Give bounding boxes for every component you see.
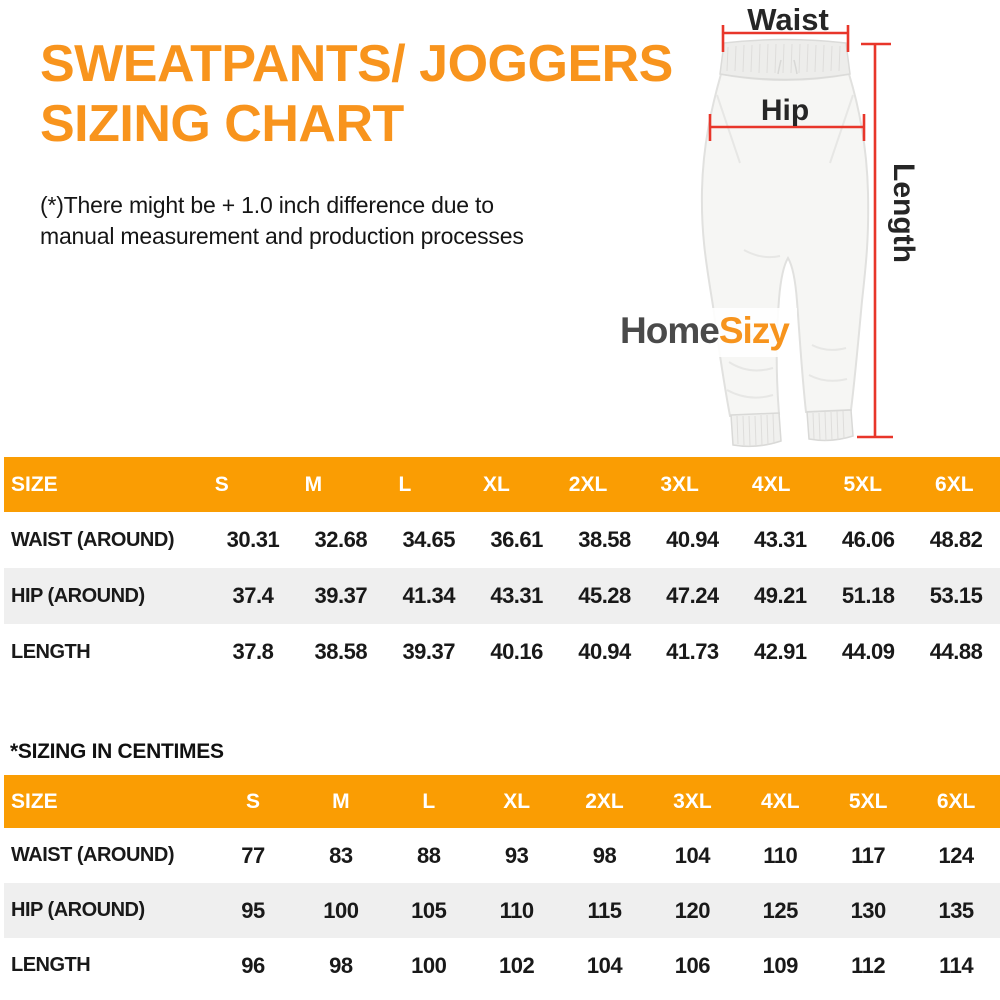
size-value: 100	[411, 952, 447, 978]
size-value: 109	[762, 952, 798, 978]
size-value: 102	[499, 952, 535, 978]
table-row	[4, 624, 1000, 680]
size-value: 47.24	[666, 583, 719, 608]
size-header-xl: XL	[483, 472, 510, 496]
size-value: 32.68	[314, 527, 368, 552]
size-header-m: M	[332, 789, 350, 813]
size-value: 46.06	[841, 527, 895, 552]
size-value: 98	[329, 952, 353, 978]
size-value: 117	[851, 842, 886, 868]
note-line2: manual measurement and production processes	[40, 223, 524, 249]
size-value: 110	[763, 842, 798, 868]
size-value: 41.73	[666, 639, 719, 664]
size-value: 44.88	[929, 639, 983, 664]
size-header-s: S	[214, 472, 229, 496]
size-value: 51.18	[841, 583, 895, 608]
size-value: 42.91	[754, 639, 807, 664]
table-row	[4, 883, 1000, 938]
size-value: 104	[674, 842, 710, 868]
size-value: 110	[499, 897, 534, 923]
joggers-measurement-diagram	[610, 0, 1000, 460]
size-value: 38.58	[578, 527, 631, 552]
size-value: 53.15	[929, 583, 983, 608]
size-value: 43.31	[490, 583, 543, 608]
size-value: 30.31	[226, 527, 280, 552]
size-header-3xl: 3XL	[660, 472, 699, 496]
size-value: 120	[674, 897, 710, 923]
size-value: 44.09	[841, 639, 895, 664]
row-label: WAIST (AROUND)	[11, 844, 174, 866]
page-title-line2: SIZING CHART	[40, 95, 404, 153]
size-table-centimeters	[4, 775, 1000, 993]
length-label: Length	[887, 163, 920, 263]
size-value: 95	[241, 897, 265, 923]
hip-label: Hip	[760, 94, 810, 127]
size-value: 96	[241, 952, 265, 978]
size-header-3xl: 3XL	[673, 789, 712, 813]
size-value: 40.16	[490, 639, 543, 664]
size-value: 49.21	[754, 583, 807, 608]
size-value: 34.65	[402, 527, 455, 552]
size-value: 40.94	[666, 527, 719, 552]
size-header-xl: XL	[503, 789, 531, 813]
page-title	[40, 34, 673, 154]
size-value: 88	[416, 842, 441, 868]
cm-table-heading: *SIZING IN CENTIMES	[10, 740, 224, 763]
size-value: 100	[323, 897, 359, 923]
row-label: HIP (AROUND)	[11, 899, 145, 921]
size-value: 106	[674, 952, 710, 978]
brand-logo-home: Home	[620, 310, 719, 351]
size-value: 43.31	[754, 527, 807, 552]
size-value: 98	[592, 842, 617, 868]
size-value: 77	[241, 842, 265, 868]
brand-logo	[618, 308, 797, 357]
table-row	[4, 568, 1000, 624]
size-header-m: M	[304, 472, 323, 496]
brand-logo-sizy: Sizy	[718, 310, 789, 351]
row-label: WAIST (AROUND)	[11, 528, 174, 551]
row-label: HIP (AROUND)	[11, 584, 145, 607]
size-value: 39.37	[402, 639, 455, 664]
size-value: 39.37	[314, 583, 368, 608]
size-value: 125	[762, 897, 798, 923]
size-value: 124	[938, 842, 974, 868]
size-value: 93	[504, 842, 529, 868]
note-line1: (*)There might be + 1.0 inch difference due to	[40, 192, 494, 218]
size-value: 105	[411, 897, 447, 923]
size-header-5xl: 5XL	[848, 789, 888, 813]
table-header-row	[4, 457, 1000, 512]
size-header-4xl: 4XL	[751, 472, 791, 496]
joggers-illustration	[610, 0, 1000, 460]
measurement-note	[40, 190, 524, 252]
table-row	[4, 512, 1000, 568]
size-column-header: SIZE	[11, 789, 58, 813]
waist-label: Waist	[747, 2, 829, 37]
size-header-2xl: 2XL	[585, 789, 624, 813]
size-value: 130	[850, 897, 886, 923]
size-value: 37.4	[232, 583, 274, 608]
size-value: 112	[851, 952, 886, 978]
row-label: LENGTH	[11, 640, 91, 663]
row-label: LENGTH	[11, 954, 91, 976]
table-header-row	[4, 775, 1000, 828]
size-header-6xl: 6XL	[936, 789, 976, 813]
size-value: 36.61	[490, 527, 543, 552]
size-value: 115	[587, 897, 622, 923]
size-value: 48.82	[929, 527, 983, 552]
size-header-6xl: 6XL	[935, 472, 974, 496]
size-header-5xl: 5XL	[843, 472, 882, 496]
size-value: 104	[586, 952, 623, 978]
size-value: 40.94	[578, 639, 631, 664]
size-header-l: L	[398, 472, 412, 496]
size-value: 114	[939, 952, 974, 978]
size-header-2xl: 2XL	[568, 472, 608, 496]
size-value: 45.28	[578, 583, 631, 608]
page-title-line1: SWEATPANTS/ JOGGERS	[40, 35, 673, 93]
size-value: 83	[329, 842, 353, 868]
pants-waistband	[720, 40, 850, 80]
table-row	[4, 828, 1000, 883]
size-value: 135	[938, 897, 974, 923]
table-row	[4, 938, 1000, 993]
size-value: 41.34	[402, 583, 455, 608]
size-header-4xl: 4XL	[761, 789, 800, 813]
size-value: 37.8	[232, 639, 274, 664]
size-header-s: S	[245, 789, 260, 813]
size-table-inches	[4, 457, 1000, 680]
size-value: 38.58	[314, 639, 368, 664]
size-header-l: L	[422, 789, 436, 813]
size-column-header: SIZE	[11, 472, 58, 496]
